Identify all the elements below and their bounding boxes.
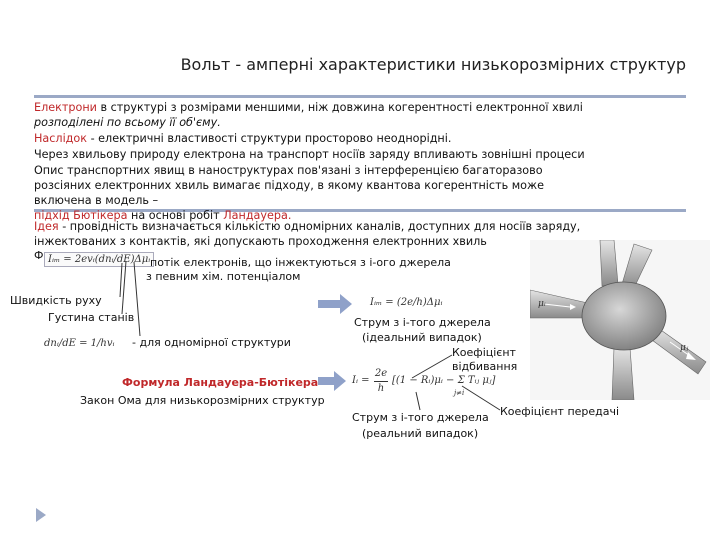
transmission-label: Коефіцієнт передачі bbox=[500, 405, 620, 418]
ideal-current-formula: Iᵢₘ = (2e/h)Δμᵢ bbox=[370, 297, 443, 308]
real-current-bracket: [(1 − Rᵢ)μᵢ − Σ Tᵢⱼ μⱼ] bbox=[392, 375, 496, 386]
term-electrons: Електрони bbox=[34, 101, 97, 114]
mu-i-label: μᵢ bbox=[538, 299, 546, 309]
real-arrow-icon bbox=[318, 371, 346, 391]
reflection-label-1: Коефіцієнт bbox=[452, 346, 516, 359]
density-pointer-line bbox=[122, 261, 126, 314]
term-landauer: Ландауера. bbox=[223, 209, 292, 222]
slide-nav-icon bbox=[36, 508, 46, 522]
ohm-law-label: Закон Ома для низькорозмірних структур bbox=[80, 394, 325, 407]
device-body bbox=[582, 282, 666, 350]
partial-text-marker: Ф bbox=[34, 249, 44, 262]
intro-line-6: розсіяних електронних хвиль вимагає підходу, в якому квантова когерентність може bbox=[34, 179, 544, 192]
idea-text: - провідність визначається кількістю одномірних каналів, доступних для носіїв заряду, bbox=[58, 220, 581, 233]
real-current-label-2: (реальний випадок) bbox=[362, 427, 479, 440]
real-current-frac-num: 2e bbox=[374, 368, 388, 379]
flux-description-2: з певним хім. потенціалом bbox=[146, 270, 301, 283]
real-current-frac-den: h bbox=[377, 383, 385, 394]
dos-formula: dnᵢ/dE = 1/hvᵢ bbox=[44, 338, 115, 349]
landauer-formula-label: Формула Ландауера-Бютікера bbox=[122, 376, 319, 389]
term-buttiker-approach: підхід Бютікера bbox=[34, 209, 128, 222]
real-current-prefix: Iᵢ = bbox=[352, 375, 370, 386]
ideal-current-label-1: Струм з i-того джерела bbox=[354, 316, 491, 329]
mu-j-label: μⱼ bbox=[680, 343, 689, 353]
flux-formula: Iᵢₘ = 2evᵢ(dnᵢ/dE)Δμᵢ bbox=[44, 252, 154, 267]
reflection-label-2: відбивання bbox=[452, 360, 518, 373]
reflection-pointer-line bbox=[412, 355, 452, 378]
multi-terminal-device-illustration bbox=[530, 240, 710, 400]
real-current-sum-index: j≠i bbox=[454, 389, 465, 397]
idea-line-2: інжектованих з контактів, які допускають проходження електронних хвиль bbox=[34, 235, 487, 248]
lead-bottom bbox=[612, 348, 634, 400]
transmission-pointer-line bbox=[462, 386, 500, 410]
real-current-label-1: Струм з i-того джерела bbox=[352, 411, 489, 424]
velocity-label: Швидкість руху bbox=[10, 294, 102, 307]
dos-note: - для одномірної структури bbox=[132, 336, 291, 349]
intro-text: - електричні властивості структури просторово неоднорідні. bbox=[87, 132, 452, 145]
dos-pointer-line bbox=[134, 262, 140, 336]
ideal-arrow-icon bbox=[318, 294, 352, 314]
intro-text: на основі робіт bbox=[127, 209, 224, 222]
intro-line-2: розподілені по всьому її об'єму. bbox=[34, 116, 221, 129]
ideal-current-label-2: (ідеальний випадок) bbox=[362, 331, 482, 344]
density-label: Густина станів bbox=[48, 311, 135, 324]
intro-line-7: включена в модель – bbox=[34, 194, 159, 207]
intro-line-4: Через хвильову природу електрона на транспорт носіїв заряду впливають зовнішні процеси bbox=[34, 148, 585, 161]
flux-description-1: потік електронів, що інжектуються з i-ого джерела bbox=[150, 256, 451, 269]
page-title: Вольт - амперні характеристики низькорозмірних структур bbox=[180, 55, 686, 74]
term-consequence: Наслідок bbox=[34, 132, 88, 145]
term-idea: Ідея bbox=[34, 220, 59, 233]
real-current-pointer-line bbox=[416, 392, 420, 410]
intro-line-5: Опис транспортних явищ в наноструктурах пов'язані з інтерференцією багаторазово bbox=[34, 164, 543, 177]
intro-text: в структурі з розмірами меншими, ніж довжина когерентності електронної хвилі bbox=[96, 101, 583, 114]
velocity-pointer-line bbox=[120, 263, 122, 297]
